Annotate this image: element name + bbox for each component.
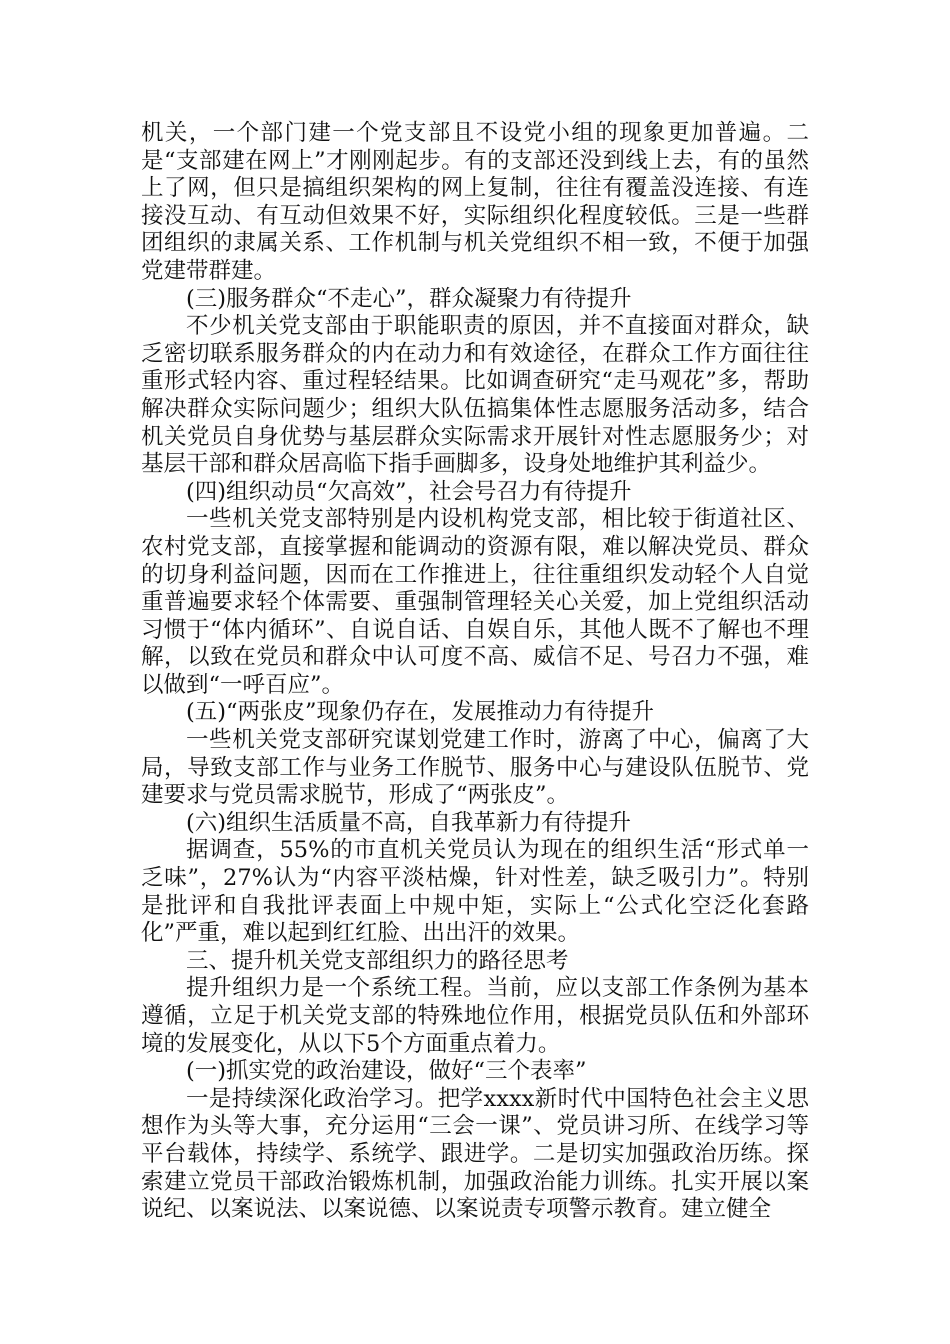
paragraph-political-study: 一是持续深化政治学习。把学xxxx新时代中国特色社会主义思想作为头等大事，充分运用“三会一课”、党员讲习所、在线学习等平台载体，持续学、系统学、跟进学。二是切实加强政治历练。探索建立党员干部政治锻炼机制，加强政治能力训练。扎实开展以案说纪、以案说法、以案说德、以案说责专项警示教育。建立健全 xyxy=(141,1085,809,1223)
paragraph-two-skins: 一些机关党支部研究谋划党建工作时，游离了中心，偏离了大局，导致支部工作与业务工作脱节、服务中心与建设队伍脱节、党建要求与党员需求脱节，形成了“两张皮”。 xyxy=(141,727,809,809)
heading-section-5-two-skins: (五)“两张皮”现象仍存在，发展推动力有待提升 xyxy=(186,699,655,726)
heading-item-1-political: (一)抓实党的政治建设，做好“三个表率” xyxy=(186,1058,587,1085)
paragraph-part-three-intro: 提升组织力是一个系统工程。当前，应以支部工作条例为基本遵循，立足于机关党支部的特殊地位作用，根据党员队伍和外部环境的发展变化，从以下5个方面重点着力。 xyxy=(141,975,809,1057)
heading-section-3-serve-masses: (三)服务群众“不走心”，群众凝聚力有待提升 xyxy=(186,285,632,312)
paragraph-mobilization: 一些机关党支部特别是内设机构党支部，相比较于街道社区、农村党支部，直接掌握和能调动的资源有限，难以解决党员、群众的切身利益问题，因而在工作推进上，往往重组织发动轻个人自觉重普遍要求轻个体需要、重强制管理轻关心关爱，加上党组织活动习惯于“体内循环”、自说自话、自娱自乐，其他人既不了解也不理解，以致在党员和群众中认可度不高、威信不足、号召力不强，难以做到“一呼百应”。 xyxy=(141,506,809,698)
paragraph-org-life: 据调查，55%的市直机关党员认为现在的组织生活“形式单一乏味”，27%认为“内容平淡枯燥，针对性差，缺乏吸引力”。特别是批评和自我批评表面上中规中矩，实际上“公式化空泛化套路化”严重，难以起到红红脸、出出汗的效果。 xyxy=(141,837,809,947)
heading-section-6-org-life: (六)组织生活质量不高，自我革新力有待提升 xyxy=(186,809,632,836)
heading-section-4-mobilization: (四)组织动员“欠高效”，社会号召力有待提升 xyxy=(186,478,632,505)
document-page xyxy=(141,120,809,1224)
heading-part-three-paths: 三、提升机关党支部组织力的路径思考 xyxy=(186,947,569,974)
paragraph-serve-masses: 不少机关党支部由于职能职责的原因，并不直接面对群众，缺乏密切联系服务群众的内在动力和有效途径，在群众工作方面往往重形式轻内容、重过程轻结果。比如调查研究“走马观花”多，帮助解决群众实际问题少；组织大队伍搞集体性志愿服务活动多，结合机关党员自身优势与基层群众实际需求开展针对性志愿服务少；对基层干部和群众居高临下指手画脚多，设身处地维护其利益少。 xyxy=(141,313,809,478)
paragraph-continuation: 机关，一个部门建一个党支部且不设党小组的现象更加普遍。二是“支部建在网上”才刚刚起步。有的支部还没到线上去，有的虽然上了网，但只是搞组织架构的网上复制，往往有覆盖没连接、有连接没互动、有互动但效果不好，实际组织化程度较低。三是一些群团组织的隶属关系、工作机制与机关党组织不相一致，不便于加强党建带群建。 xyxy=(141,120,809,284)
